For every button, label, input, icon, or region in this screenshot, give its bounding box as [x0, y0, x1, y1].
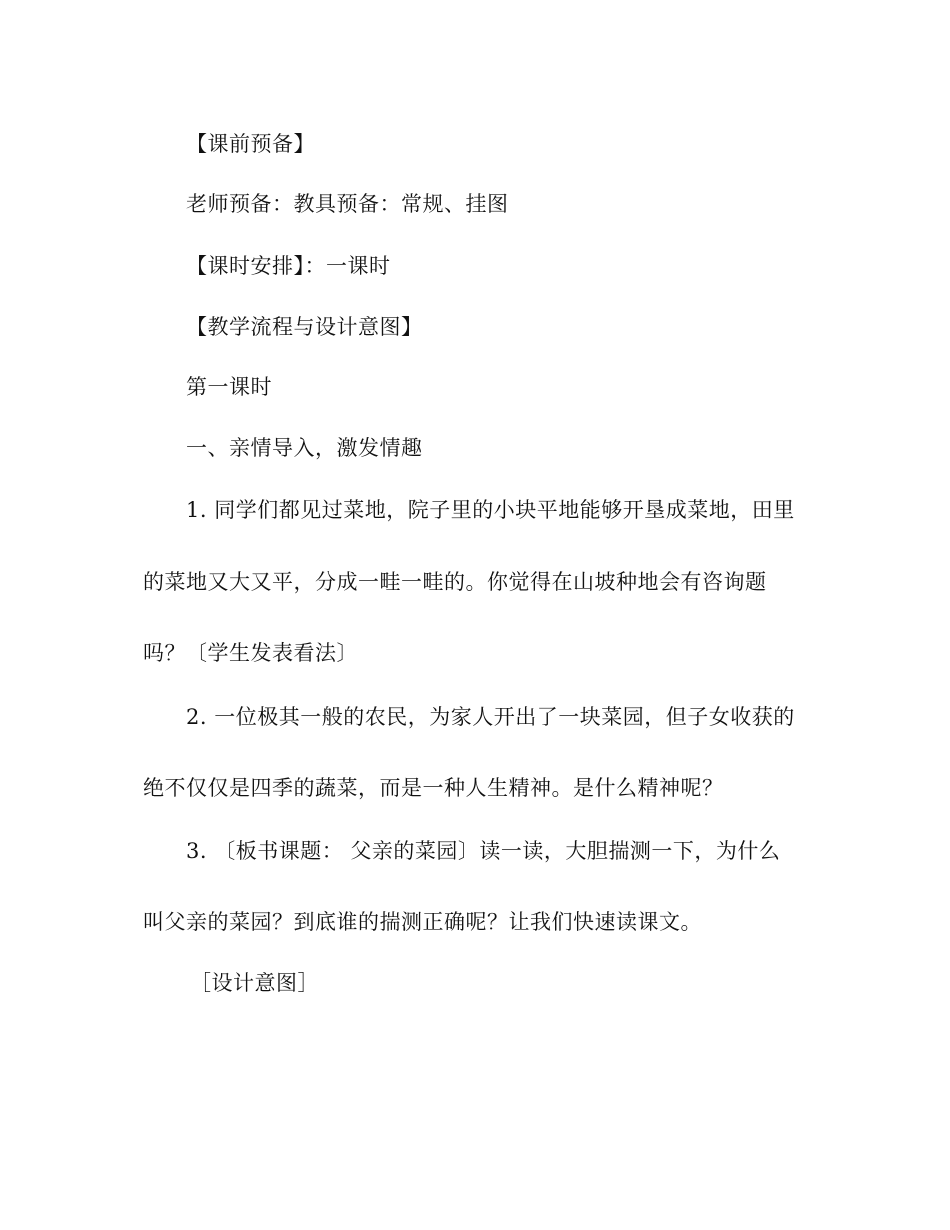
paragraph-1-line-3: 吗？〔学生发表看法〕: [143, 641, 358, 665]
paragraph-2-line-1: 2. 一位极其一般的农民，为家人开出了一块菜园，但子女收获的: [186, 705, 795, 729]
section-heading-schedule: 【课时安排】：一课时: [186, 254, 391, 278]
paragraph-1-line-2: 的菜地又大又平，分成一畦一畦的。你觉得在山坡种地会有咨询题: [143, 570, 767, 594]
lesson-title: 第一课时: [186, 375, 272, 399]
design-intent-heading: ［设计意图］: [190, 971, 319, 995]
section-heading-process: 【教学流程与设计意图】: [186, 315, 423, 339]
paragraph-3-line-1: 3. 〔板书课题： 父亲的菜园〕读一读，大胆揣测一下，为什么: [186, 839, 781, 863]
teacher-preparation-text: 老师预备：教具预备：常规、挂图: [186, 192, 509, 216]
paragraph-2-line-2: 绝不仅仅是四季的蔬菜，而是一种人生精神。是什么精神呢？: [143, 776, 724, 800]
section-heading-preparation: 【课前预备】: [186, 132, 315, 156]
paragraph-3-line-2: 叫父亲的菜园？到底谁的揣测正确呢？让我们快速读课文。: [143, 910, 702, 934]
paragraph-1-line-1: 1. 同学们都见过菜地，院子里的小块平地能够开垦成菜地，田里: [186, 498, 795, 522]
step-heading-intro: 一、亲情导入，激发情趣: [186, 436, 423, 460]
